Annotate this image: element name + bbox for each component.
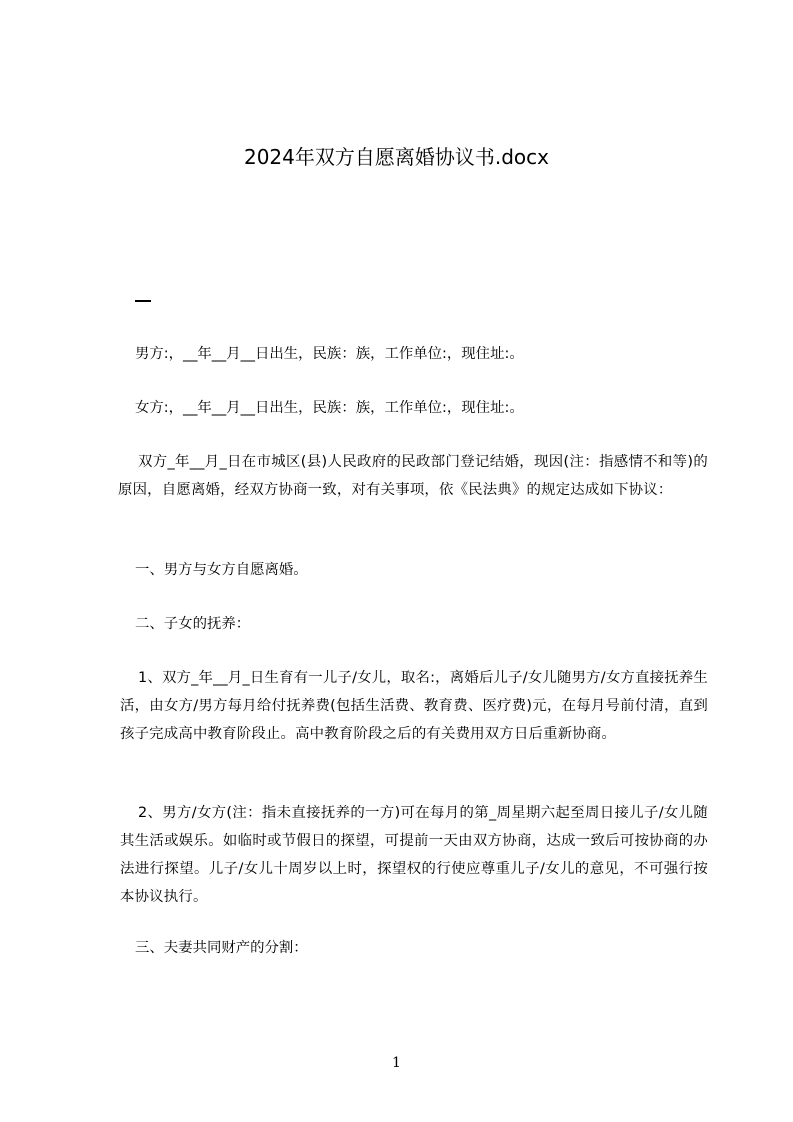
page-number: 1 [392,1055,401,1071]
paragraph-marriage-info: 双方_年__月_日在市城区(县)人民政府的民政部门登记结婚，现因(注：指感情不和等)的原因，自愿离婚，经双方协商一致，对有关事项，依《民法典》的规定达成如下协议： [118,454,708,498]
paragraph-female-party: 女方:，__年__月__日出生，民族：族，工作单位:，现住址:。 [135,400,524,416]
clause-children-support: 1、双方_年__月_日生育有一儿子/女儿，取名:，离婚后儿子/女儿随男方/女方直接抚养生活，由女方/男方每月给付抚养费(包括生活费、教育费、医疗费)元，在每月号前付清，直到孩子完成高中教育阶段止。高中教育阶段之后的有关费用双方日后重新协商。 [120,670,708,742]
section-divider-dash [135,300,151,302]
clause-divorce: 一、男方与女方自愿离婚。 [135,562,308,578]
clause-visitation: 2、男方/女方(注：指未直接抚养的一方)可在每月的第_周星期六起至周日接儿子/女儿随其生活或娱乐。如临时或节假日的探望，可提前一天由双方协商，达成一致后可按协商的办法进行探望。儿子/女儿十周岁以上时，探望权的行使应尊重儿子/女儿的意见，不可强行按本协议执行。 [120,805,708,905]
clause-children-heading: 二、子女的抚养： [135,616,251,632]
paragraph-male-party: 男方:，__年__月__日出生，民族：族，工作单位:，现住址:。 [135,346,524,362]
document-title: 2024年双方自愿离婚协议书.docx [243,145,550,169]
clause-property-heading: 三、夫妻共同财产的分割： [135,940,308,956]
